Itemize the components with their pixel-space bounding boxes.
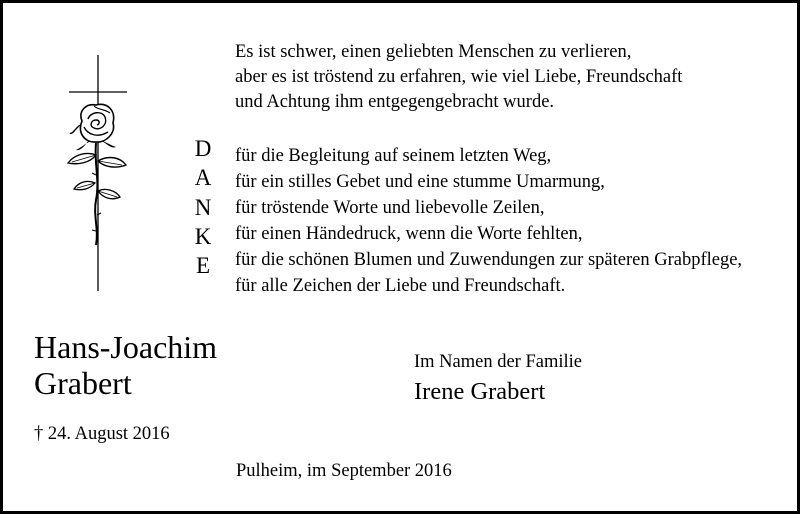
- danke-letter: K: [194, 223, 212, 249]
- family-signature-name: Irene Grabert: [414, 378, 546, 405]
- cross-with-rose-icon: [58, 55, 138, 291]
- thanks-line: für tröstende Worte und liebevolle Zeilen,: [235, 197, 545, 218]
- thanks-line: für einen Händedruck, wenn die Worte fehlten,: [235, 223, 583, 244]
- intro-line: aber es ist tröstend zu erfahren, wie viel Liebe, Freundschaft: [235, 67, 683, 87]
- danke-letter: N: [194, 194, 212, 220]
- deceased-first-name: Hans-Joachim: [34, 329, 218, 365]
- place-and-date: Pulheim, im September 2016: [236, 461, 452, 481]
- intro-line: und Achtung ihm entgegengebracht wurde.: [235, 92, 555, 112]
- deceased-last-name: Grabert: [34, 365, 132, 401]
- thanks-line: für alle Zeichen der Liebe und Freundschaft.: [235, 275, 566, 296]
- thanks-line: für ein stilles Gebet und eine stumme Umarmung,: [235, 171, 605, 192]
- intro-line: Es ist schwer, einen geliebten Menschen zu verlieren,: [235, 42, 632, 62]
- danke-letter: D: [194, 136, 212, 161]
- death-date: † 24. August 2016: [34, 424, 170, 444]
- thanks-line: für die schönen Blumen und Zuwendungen zur späteren Grabpflege,: [235, 249, 743, 270]
- thanks-line: für die Begleitung auf seinem letzten Weg,: [235, 146, 552, 166]
- thanks-list: [235, 144, 795, 299]
- danke-letter: A: [194, 165, 212, 191]
- danke-vertical-word: [189, 134, 217, 280]
- family-label: Im Namen der Familie: [414, 352, 582, 372]
- deceased-name: [34, 329, 217, 401]
- danke-letter: E: [195, 253, 211, 279]
- intro-text: [235, 40, 775, 115]
